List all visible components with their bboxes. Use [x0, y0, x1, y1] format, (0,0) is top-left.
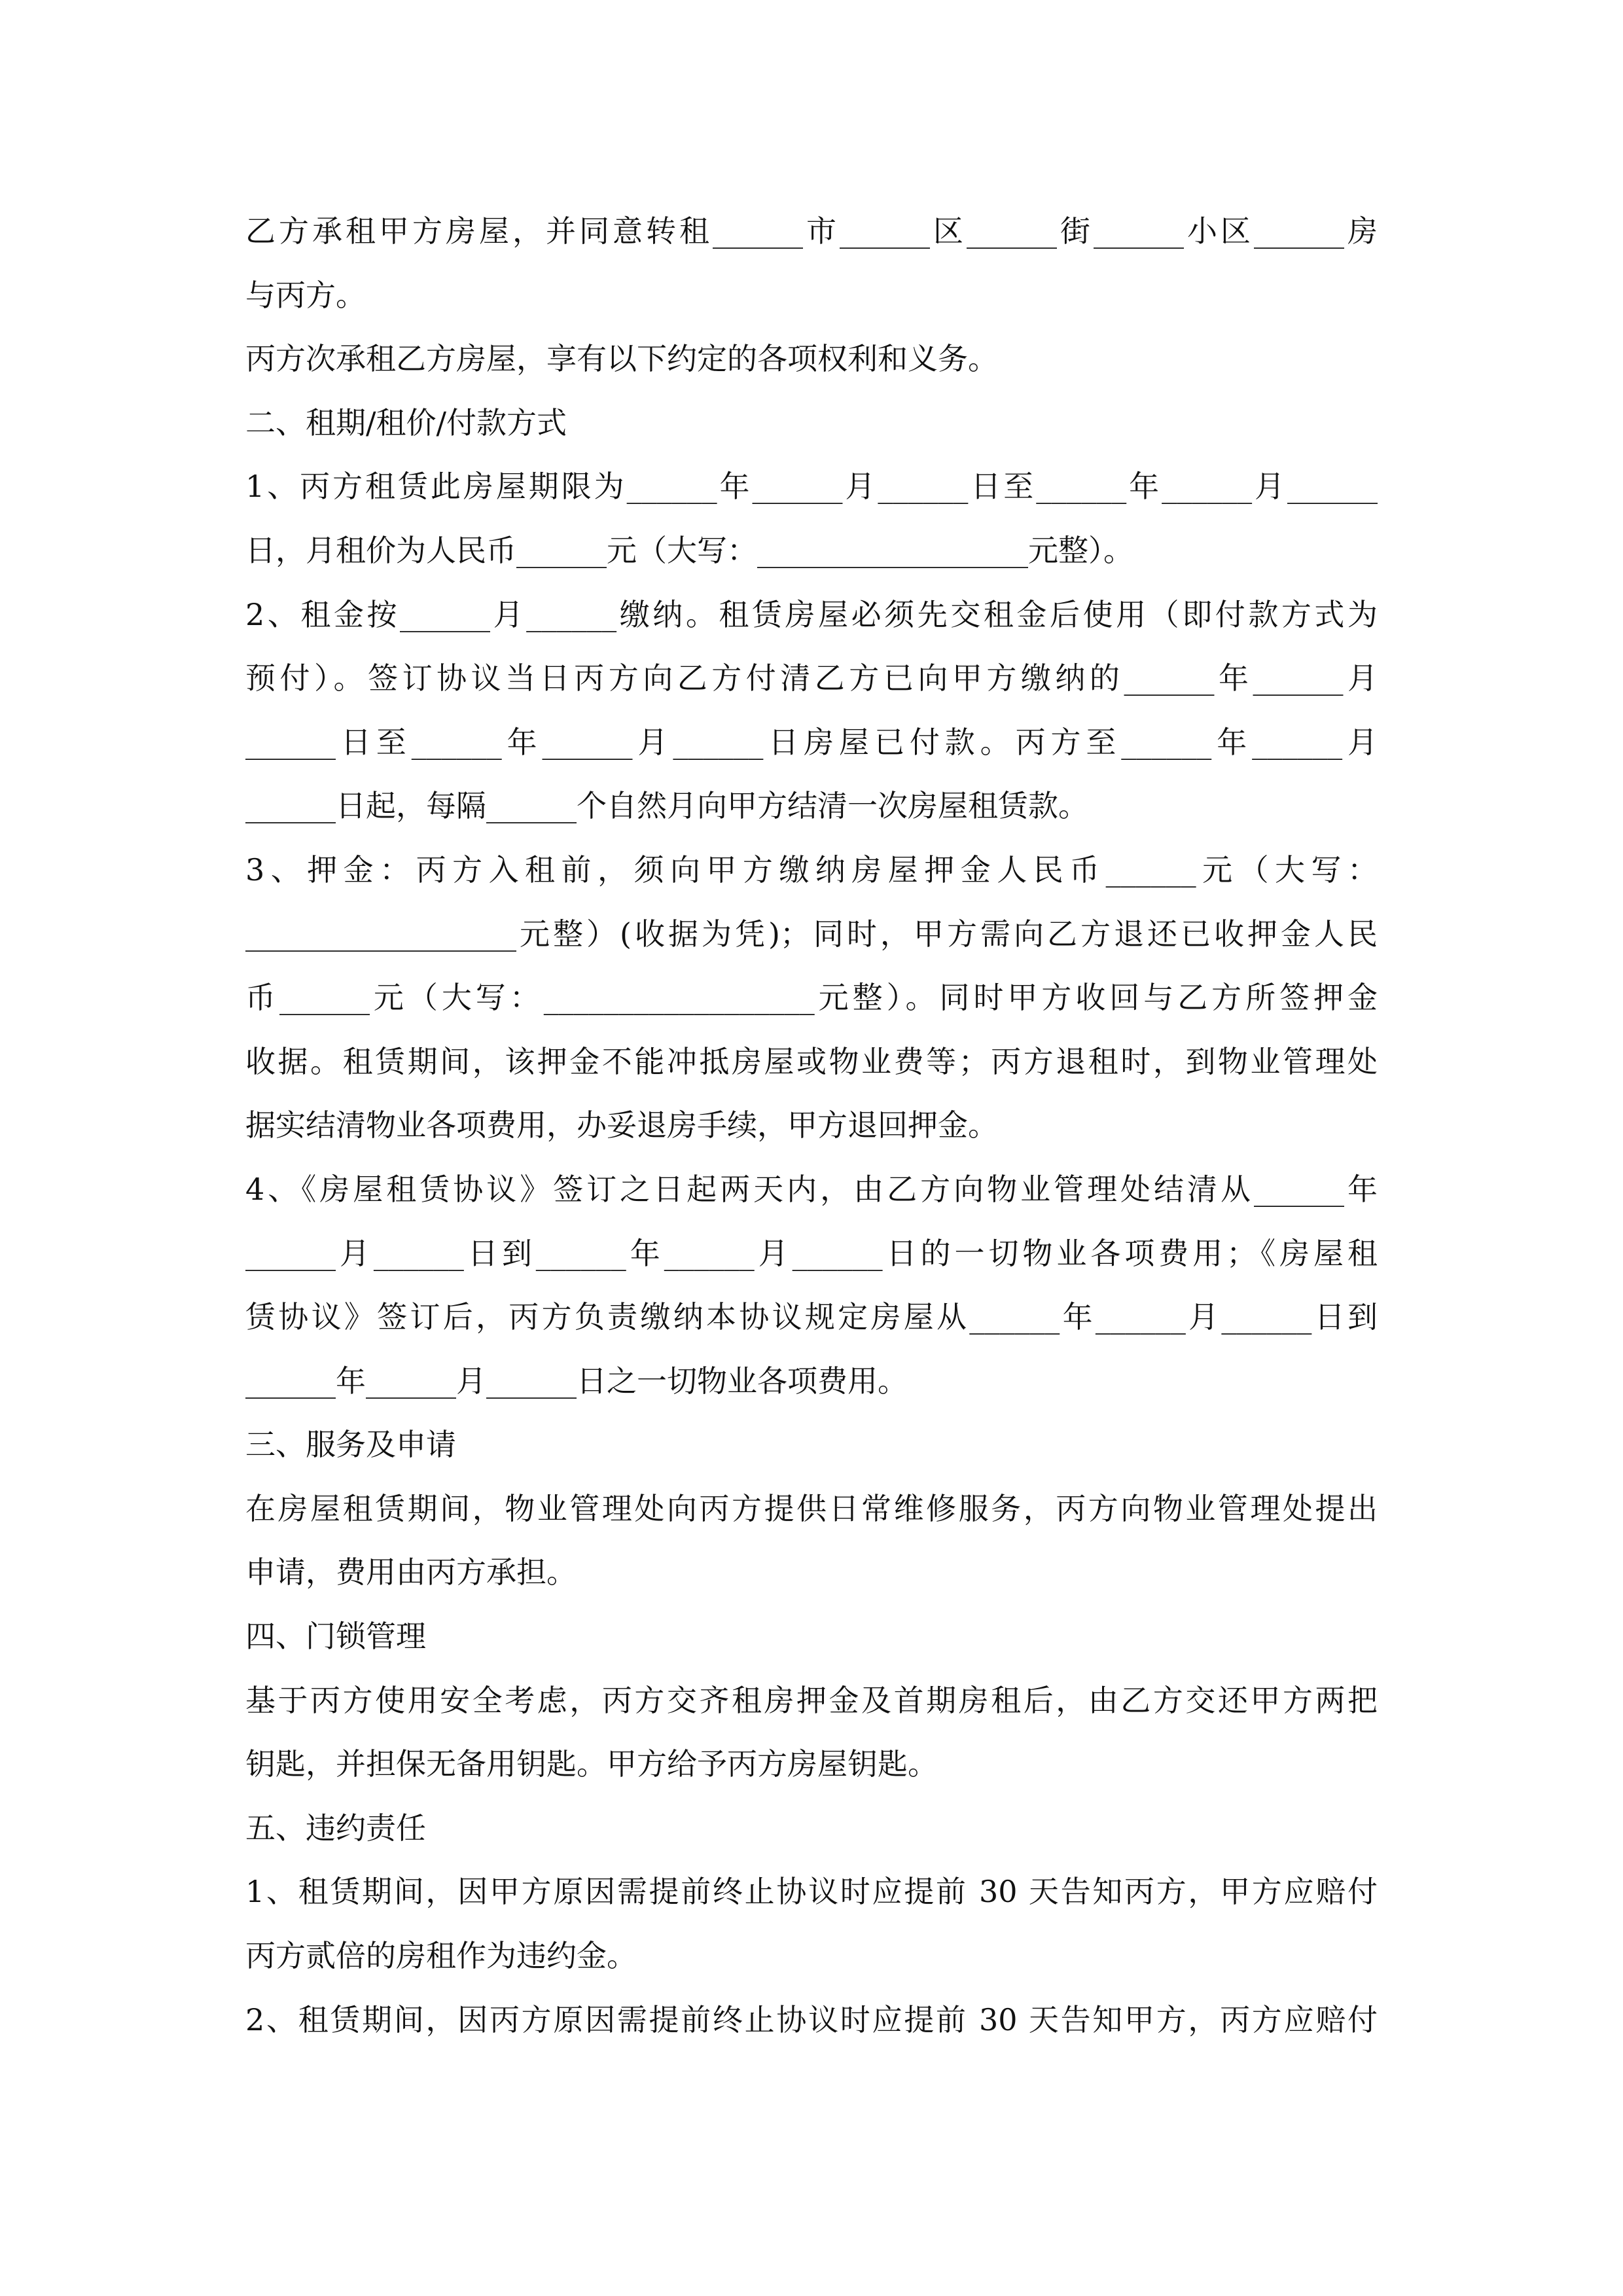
text-line: 钥匙，并担保无备用钥匙。甲方给予丙方房屋钥匙。 — [245, 1746, 938, 1782]
text-line: 币______元（大写：__________________元整）。同时甲方收回与乙方所签押金 — [245, 980, 1378, 1016]
text-line: 1、租赁期间，因甲方原因需提前终止协议时应提前 30 天告知丙方，甲方应赔付 — [245, 1874, 1378, 1910]
text-line: ______日起，每隔______个自然月向甲方结清一次房屋租赁款。 — [245, 788, 1088, 824]
text-line: ______年______月______日之一切物业各项费用。 — [245, 1363, 908, 1399]
text-line: 丙方贰倍的房租作为违约金。 — [245, 1938, 637, 1974]
text-line: ______月______日到______年______月______日的一切物业各项费用；《房屋租 — [245, 1235, 1378, 1271]
text-line: 2、租金按______月______缴纳。租赁房屋必须先交租金后使用（即付款方式为 — [245, 596, 1378, 632]
text-line: 基于丙方使用安全考虑，丙方交齐租房押金及首期房租后，由乙方交还甲方两把 — [245, 1682, 1378, 1718]
text-line: 三、服务及申请 — [245, 1427, 456, 1463]
text-line: 申请，费用由丙方承担。 — [245, 1554, 577, 1590]
text-line: 四、门锁管理 — [245, 1619, 426, 1655]
text-line: 4、《房屋租赁协议》签订之日起两天内，由乙方向物业管理处结清从______年 — [245, 1171, 1378, 1207]
text-line: 二、租期/租价/付款方式 — [245, 404, 567, 440]
text-line: 3、押金：丙方入租前，须向甲方缴纳房屋押金人民币______元（大写： — [245, 852, 1378, 888]
text-line: 预付）。签订协议当日丙方向乙方付清乙方已向甲方缴纳的______年______月 — [245, 660, 1378, 696]
text-line: 据实结清物业各项费用，办妥退房手续，甲方退回押金。 — [245, 1107, 998, 1143]
text-line: 1、丙方租赁此房屋期限为______年______月______日至______年______月______ — [245, 469, 1378, 505]
text-line: 与丙方。 — [245, 277, 366, 313]
text-line: 乙方承租甲方房屋，并同意转租______市______区______街______小区______房 — [245, 213, 1378, 249]
text-line: 日，月租价为人民币______元（大写：__________________元整）。 — [245, 532, 1133, 568]
text-line: 五、违约责任 — [245, 1810, 426, 1846]
text-line: 丙方次承租乙方房屋，享有以下约定的各项权利和义务。 — [245, 341, 998, 377]
text-line: 2、租赁期间，因丙方原因需提前终止协议时应提前 30 天告知甲方，丙方应赔付 — [245, 2001, 1378, 2037]
text-line: __________________元整）(收据为凭)；同时，甲方需向乙方退还已收押金人民 — [245, 916, 1378, 952]
document-page — [245, 200, 1378, 2052]
text-line: 赁协议》签订后，丙方负责缴纳本协议规定房屋从______年______月______日到 — [245, 1299, 1378, 1335]
text-line: 在房屋租赁期间，物业管理处向丙方提供日常维修服务，丙方向物业管理处提出 — [245, 1490, 1378, 1526]
text-line: 收据。租赁期间，该押金不能冲抵房屋或物业费等；丙方退租时，到物业管理处 — [245, 1043, 1378, 1079]
text-line: ______日至______年______月______日房屋已付款。丙方至______年______月 — [245, 724, 1378, 760]
